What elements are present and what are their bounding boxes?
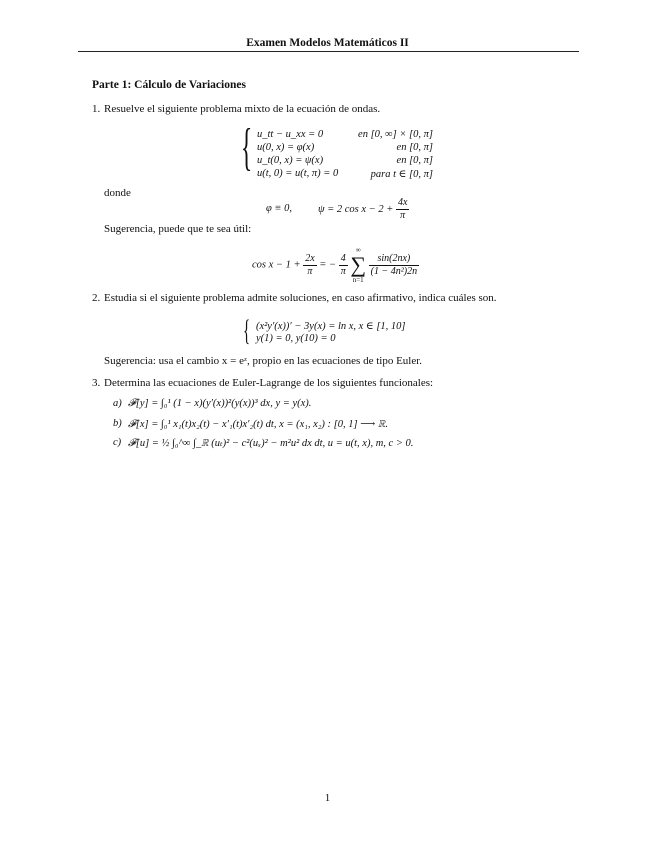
series-frac-1-num: 2x [305, 252, 315, 264]
header-rule [78, 51, 579, 52]
system-eq-4: u(t, 0) = u(t, π) = 0 [257, 168, 339, 179]
section-title: Parte 1: Cálculo de Variaciones [92, 79, 246, 91]
bvp-equation: (x²y′(x))′ − 3y(x) = ln x, x ∈ [1, 10] [256, 321, 406, 332]
psi-fraction [396, 197, 409, 222]
hint-1: Sugerencia, puede que te sea útil: [104, 223, 252, 235]
item-c-label: c) [113, 437, 122, 448]
series-frac-3-den: (1 − 4n²)2n [370, 265, 418, 277]
psi-definition [318, 197, 409, 222]
sum-lower: n=1 [352, 276, 364, 284]
series-frac-3-num: sin(2nx) [369, 253, 419, 266]
series-eq: = − [319, 259, 337, 271]
item-c-functional: 𝓕[u] = ½ ∫₀^∞ ∫_ℝ (uₜ)² − c²(uₓ)² − m²u² dx dt, u = u(t, x), m, c > 0. [128, 438, 414, 449]
problem-3-statement: Determina las ecuaciones de Euler-Lagrange de los siguientes funcionales: [104, 377, 434, 389]
system-cond-3: en [0, π] [396, 155, 433, 166]
system-cond-4: para t ∈ [0, π] [370, 169, 433, 180]
problem-1-statement: Resuelve el siguiente problema mixto de la ecuación de ondas. [104, 103, 381, 115]
problem-2-statement: Estudia si el siguiente problema admite soluciones, en caso afirmativo, indica cuáles son. [104, 292, 497, 304]
item-b-label: b) [113, 418, 122, 429]
sum-upper: ∞ [355, 246, 361, 254]
donde-label: donde [104, 187, 131, 199]
page-header-title: Examen Modelos Matemáticos II [246, 37, 409, 49]
phi-definition: φ ≡ 0, [266, 203, 293, 214]
problem-3-number: 3. [92, 377, 101, 389]
item-a-label: a) [113, 398, 122, 409]
system-eq-3: u_t(0, x) = ψ(x) [257, 155, 324, 166]
psi-frac-num: 4x [397, 197, 408, 208]
system-cond-1: en [0, ∞] × [0, π] [358, 129, 433, 140]
problem-1-number: 1. [92, 103, 101, 115]
sigma-icon: ∑ [350, 252, 367, 277]
hint-2: Sugerencia: usa el cambio x = eᶻ, propio en las ecuaciones de tipo Euler. [104, 355, 423, 367]
psi-frac-den: π [400, 210, 406, 221]
series-frac-1-den: π [307, 265, 313, 277]
series-identity [252, 246, 419, 284]
series-frac-3 [369, 253, 419, 278]
system-eq-2: u(0, x) = φ(x) [257, 142, 315, 153]
bvp-brace: { [243, 314, 251, 347]
series-frac-2-num: 4 [339, 253, 348, 266]
problem-2-number: 2. [92, 292, 101, 304]
series-frac-1 [303, 253, 316, 278]
psi-lhs: ψ = 2 cos x − 2 + [318, 203, 394, 215]
summation [350, 246, 366, 284]
series-frac-2-den: π [340, 265, 346, 277]
system-cond-2: en [0, π] [396, 142, 433, 153]
item-a-functional: 𝓕[y] = ∫₀¹ (1 − x)(y′(x))²(y(x))³ dx, y = y(x). [128, 398, 312, 409]
bvp-boundary: y(1) = 0, y(10) = 0 [256, 333, 336, 344]
system-eq-1: u_tt − u_xx = 0 [257, 129, 324, 140]
system-brace: { [241, 119, 253, 176]
series-lhs: cos x − 1 + [252, 259, 301, 271]
item-b-functional: 𝓕[x] = ∫₀¹ x₁(t)x₂(t) − x′₁(t)x′₂(t) dt, x = (x₁, x₂) : [0, 1] ⟶ ℝ. [128, 419, 388, 430]
series-frac-2 [339, 253, 348, 278]
page-number: 1 [324, 792, 331, 804]
